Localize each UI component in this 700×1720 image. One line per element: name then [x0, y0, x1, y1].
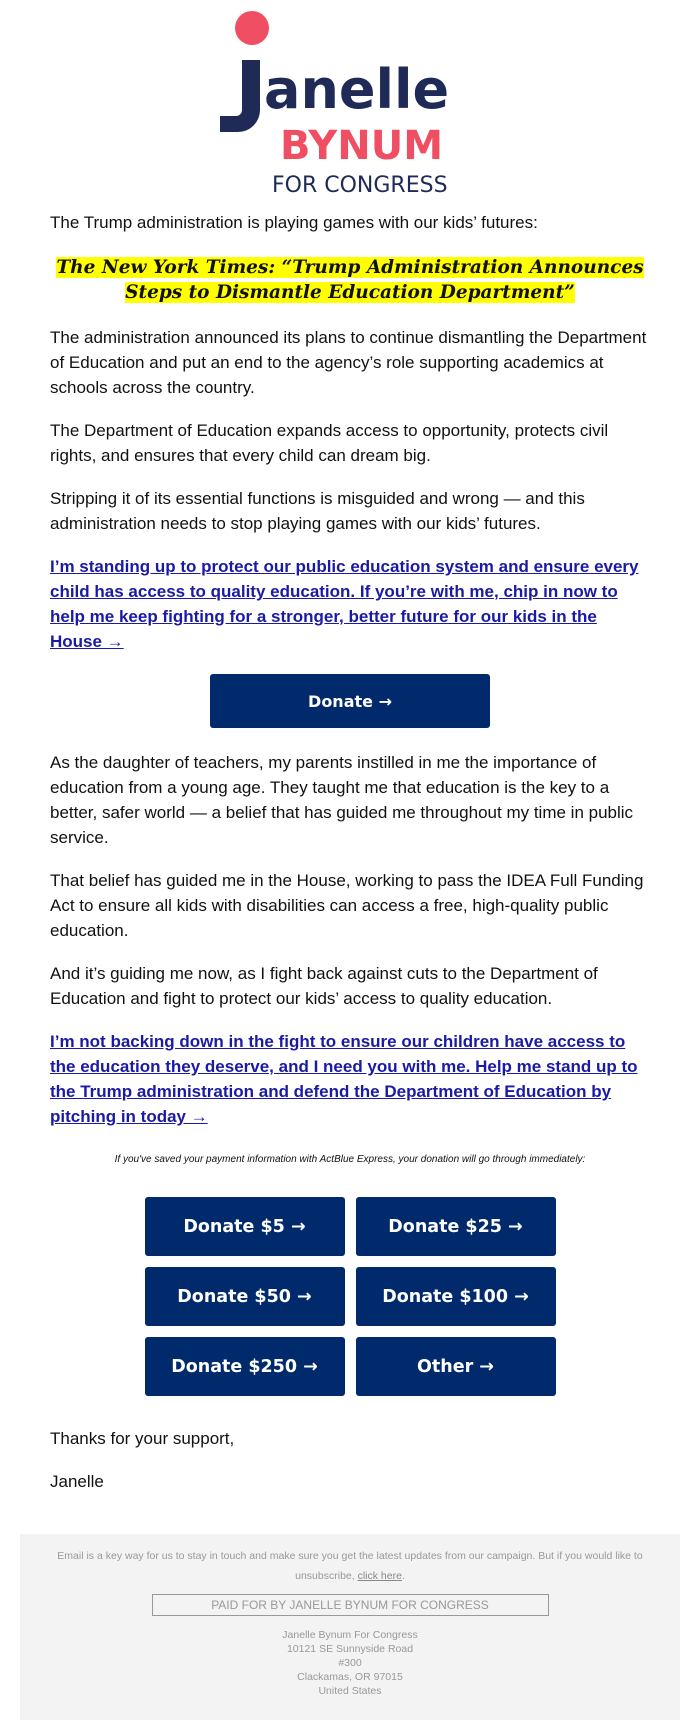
logo-line3: FOR CONGRESS [272, 173, 448, 198]
donate-link-2[interactable]: I’m not backing down in the fight to ensure our children have access to the education they deserve, and I need you with me. Help me stand up to the Trump administration and defend the Department of Education by pitching in today → [50, 1032, 638, 1126]
actblue-express-note: If you've saved your payment information with ActBlue Express, your donation will go through immediately: [114, 1154, 586, 1165]
donate-button[interactable]: Donate → [210, 674, 490, 728]
paragraph: That belief has guided me in the House, working to pass the IDEA Full Funding Act to ensure all kids with disabilities can access a free, high-quality public education. [50, 871, 644, 940]
address-line: United States [318, 1685, 382, 1697]
signature: Janelle [50, 1472, 104, 1491]
footer-message-text: Email is a key way for us to stay in touch and make sure you get the latest updates from our campaign. But if you would like to unsubscribe, [57, 1550, 643, 1582]
logo-j-shape [220, 60, 260, 132]
donate-100-button[interactable]: Donate $100 → [356, 1267, 556, 1326]
paragraph: Stripping it of its essential functions is misguided and wrong — and this administration needs to stop playing games with our kids’ futures. [50, 489, 585, 533]
footer [20, 1534, 680, 1720]
footer-period: . [401, 1570, 405, 1582]
donate-5-button[interactable]: Donate $5 → [145, 1197, 345, 1256]
paid-for-disclaimer: PAID FOR BY JANELLE BYNUM FOR CONGRESS [152, 1594, 549, 1616]
mailing-address [50, 1628, 650, 1698]
address-line: Clackamas, OR 97015 [297, 1671, 403, 1683]
address-line: Janelle Bynum For Congress [282, 1629, 418, 1641]
paragraph: The administration announced its plans to continue dismantling the Department of Education and put an end to the agency’s role supporting academics at schools across the country. [50, 328, 647, 397]
campaign-logo [220, 10, 480, 200]
donation-amounts [50, 1197, 650, 1396]
donate-50-button[interactable]: Donate $50 → [145, 1267, 345, 1326]
signoff: Thanks for your support, [50, 1429, 235, 1448]
unsubscribe-link[interactable]: click here [357, 1570, 402, 1582]
email-body [0, 10, 700, 1720]
logo-dot [235, 11, 269, 45]
address-line: 10121 SE Sunnyside Road [286, 1643, 414, 1655]
paragraph: As the daughter of teachers, my parents instilled in me the importance of education from a young age. They taught me that education is the key to a better, safer world — a belief that has guided me throughout my time in public service. [50, 753, 634, 847]
address-line: #300 [338, 1657, 362, 1669]
donate-other-button[interactable]: Other → [356, 1337, 556, 1396]
headline-quote [50, 255, 650, 305]
logo-line1: anelle [264, 58, 450, 121]
paragraph: The Department of Education expands access to opportunity, protects civil rights, and ensures that every child can dream big. [50, 421, 609, 465]
intro-text: The Trump administration is playing games with our kids’ futures: [50, 213, 538, 232]
donate-25-button[interactable]: Donate $25 → [356, 1197, 556, 1256]
donate-link-1[interactable]: I’m standing up to protect our public education system and ensure every child has access to quality education. If you’re with me, chip in now to help me keep fighting for a stronger, better future for our kids in the House → [50, 557, 639, 651]
logo-line2: BYNUM [280, 123, 444, 169]
donate-250-button[interactable]: Donate $250 → [145, 1337, 345, 1396]
paragraph: And it’s guiding me now, as I fight back against cuts to the Department of Education and fight to protect our kids’ access to quality education. [50, 964, 598, 1008]
footer-message [50, 1546, 650, 1586]
headline-text: The New York Times: “Trump Administration Announces Steps to Dismantle Education Department” [56, 257, 644, 303]
